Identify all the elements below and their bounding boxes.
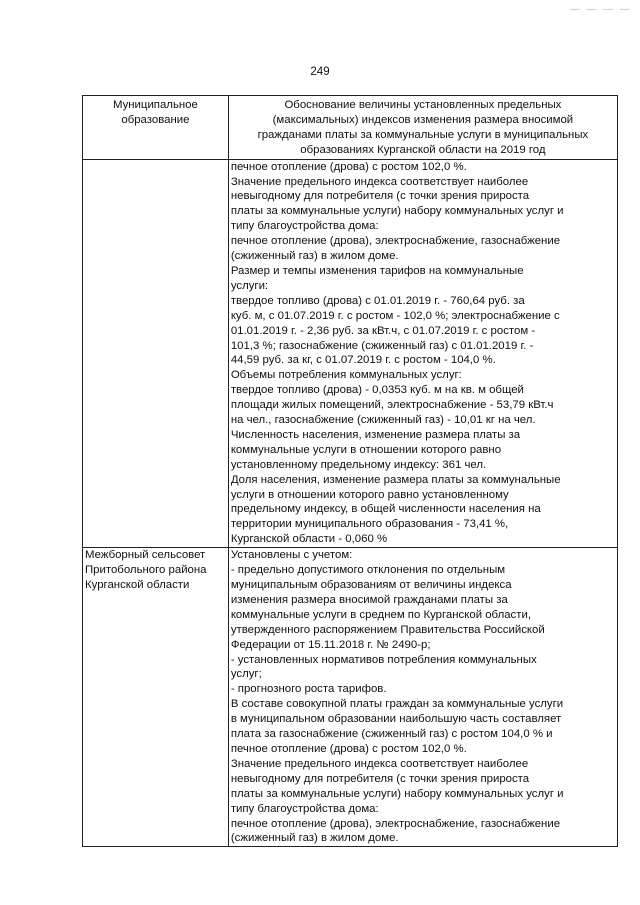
header-justification — [228, 96, 617, 160]
justification-line: невыгодному для потребителя (с точки зрения прироста — [230, 772, 530, 785]
municipality-line: Притобольного района — [85, 564, 207, 577]
justification-line: утвержденного распоряжением Правительства Российской — [230, 623, 545, 636]
justification-line: платы за коммунальные услуги) набору коммунальных услуг и — [230, 205, 564, 218]
justification-line: Численность населения, изменение размера платы за — [230, 428, 521, 441]
justification-line: (сжиженный газ) в жилом доме. — [230, 250, 399, 263]
justification-line: твердое топливо (дрова) - 0,0353 куб. м на кв. м общей — [230, 384, 524, 397]
justification-line: 44,59 руб. за кг, с 01.07.2019 г. с ростом - 104,0 %. — [230, 354, 496, 367]
municipality-line: Курганской области — [85, 579, 190, 591]
justification-cell — [228, 548, 617, 847]
justification-line: Доля населения, изменение размера платы за коммунальные — [230, 473, 561, 486]
justification-line: типу благоустройства дома: — [230, 220, 379, 233]
justification-line: 101,3 %; газоснабжение (сжиженный газ) с 01.01.2019 г. - — [230, 339, 534, 352]
justification-line: печное отопление (дрова) с ростом 102,0 %. — [230, 160, 467, 173]
justification-line: услуг; — [230, 668, 262, 681]
justification-line: Значение предельного индекса соответствует наиболее — [230, 175, 529, 188]
justification-line: 01.01.2019 г. - 2,36 руб. за кВт.ч, с 01.07.2019 г. с ростом - — [230, 324, 536, 337]
justification-line: типу благоустройства дома: — [230, 802, 379, 815]
justification-line: установленному предельному индексу: 361 чел. — [230, 458, 487, 471]
justification-line: - установленных нормативов потребления коммунальных — [230, 653, 537, 666]
justification-line: предельному индексу, в общей численности населения на — [230, 503, 541, 516]
justification-line: Размер и темпы изменения тарифов на коммунальные — [230, 264, 524, 277]
table-header-row — [83, 96, 618, 160]
justification-line: - прогнозного роста тарифов. — [230, 683, 387, 696]
header-line: Муниципальное — [112, 99, 198, 111]
justification-line: Курганской области - 0,060 % — [230, 533, 388, 546]
justification-line: коммунальные услуги в отношении которого равно — [230, 443, 502, 456]
justification-line: Объемы потребления коммунальных услуг: — [230, 369, 462, 382]
header-line: (максимальных) индексов изменения размера вносимой — [272, 113, 574, 126]
justification-line: (сжиженный газ) в жилом доме. — [230, 832, 399, 845]
justification-line: на чел., газоснабжение (сжиженный газ) - 10,01 кг на чел. — [230, 414, 536, 427]
header-municipality — [83, 96, 229, 160]
scan-artifact: — — — — — [569, 4, 632, 15]
justification-line: платы за коммунальные услуги) набору коммунальных услуг и — [230, 787, 564, 800]
justification-line: печное отопление (дрова), электроснабжение, газоснабжение — [230, 817, 561, 830]
justification-line: печное отопление (дрова), электроснабжение, газоснабжение — [230, 235, 561, 248]
justification-line: плата за газоснабжение (сжиженный газ) с ростом 104,0 % и — [230, 728, 553, 741]
justification-line: территории муниципального образования - 73,41 %, — [230, 518, 509, 531]
justification-line: Значение предельного индекса соответствует наиболее — [230, 757, 529, 770]
municipality-cell — [83, 548, 229, 847]
justification-line: печное отопление (дрова) с ростом 102,0 %. — [230, 742, 467, 755]
justification-line: куб. м, с 01.07.2019 г. с ростом - 102,0 %; электроснабжение с — [230, 309, 560, 322]
justification-line: площади жилых помещений, электроснабжение - 53,79 кВт.ч — [230, 399, 554, 412]
municipality-cell — [83, 159, 229, 548]
justification-line: в муниципальном образовании наибольшую часть составляет — [230, 713, 562, 726]
justification-line: В составе совокупной платы граждан за коммунальные услуги — [230, 698, 564, 711]
header-line: образованиях Курганской области на 2019 год — [300, 143, 546, 156]
municipality-line: Межборный сельсовет — [85, 549, 206, 562]
justification-line: коммунальные услуги в среднем по Курганской области, — [230, 608, 531, 621]
justification-line: Федерации от 15.11.2018 г. № 2490-р; — [230, 638, 431, 651]
justification-cell — [228, 159, 617, 548]
table-row — [83, 159, 618, 548]
header-line: Обоснование величины установленных предельных — [284, 99, 562, 111]
justification-line: невыгодному для потребителя (с точки зрения прироста — [230, 190, 530, 203]
table-body — [83, 159, 618, 847]
justification-table — [82, 95, 618, 847]
justification-line: муниципальным образованиям от величины индекса — [230, 579, 512, 591]
justification-line: Установлены с учетом: — [230, 549, 353, 562]
table-row — [83, 548, 618, 847]
justification-line: твердое топливо (дрова) с 01.01.2019 г. - 760,64 руб. за — [230, 294, 525, 307]
justification-line: услуги: — [230, 279, 269, 292]
header-line: образование — [121, 113, 190, 126]
justification-line: - предельно допустимого отклонения по отдельным — [230, 564, 506, 577]
page-number: 249 — [310, 66, 330, 78]
justification-line: изменения размера вносимой гражданами платы за — [230, 593, 508, 606]
justification-line: услуги в отношении которого равно установленному — [230, 488, 509, 501]
header-line: гражданами платы за коммунальные услуги в муниципальных — [257, 128, 589, 141]
